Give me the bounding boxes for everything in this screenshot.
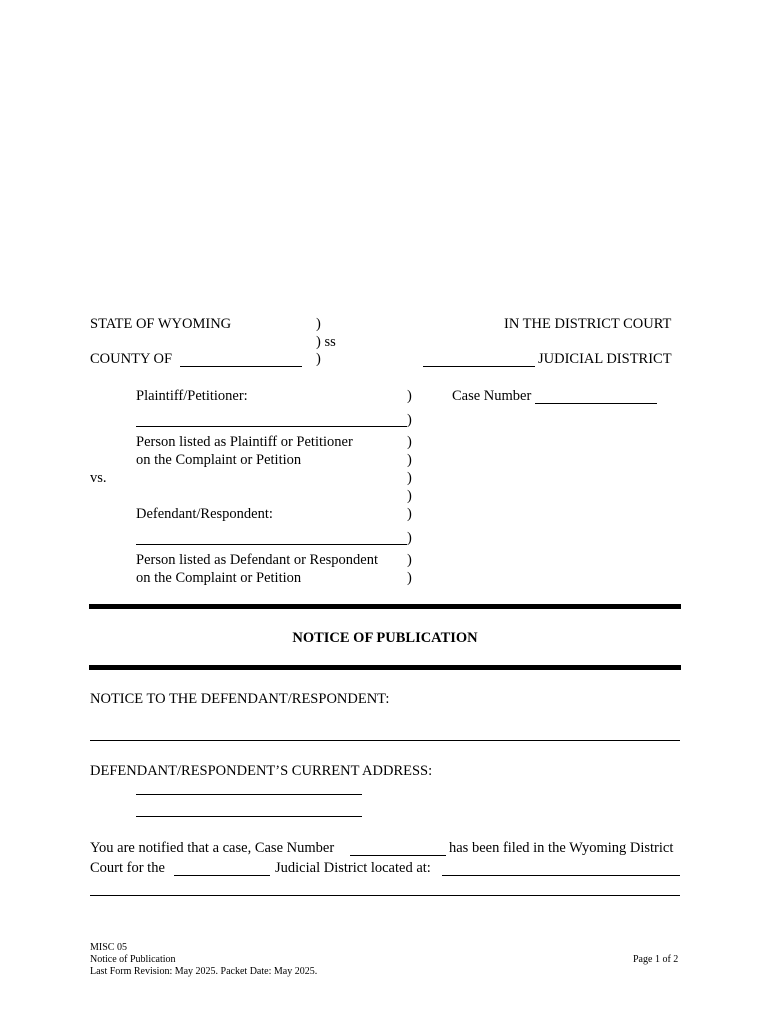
caption-paren: ) [407,388,412,404]
address-line-1[interactable] [136,794,362,795]
state-label: STATE OF WYOMING [90,316,232,332]
plaintiff-label: Plaintiff/Petitioner: [136,388,248,404]
court-label: IN THE DISTRICT COURT [504,316,672,332]
vs-label: vs. [90,470,107,486]
county-label: COUNTY OF [90,351,173,367]
case-number-field[interactable] [535,403,657,404]
caption-paren: ) [407,452,412,468]
address-line-2[interactable] [136,816,362,817]
caption-paren: ) [407,506,412,522]
address-label: DEFENDANT/RESPONDENT’S CURRENT ADDRESS: [90,763,433,779]
plaintiff-name-field[interactable] [136,426,407,427]
defendant-desc: on the Complaint or Petition [136,570,302,586]
caption-paren: ) [316,316,321,332]
defendant-name-field[interactable] [136,544,407,545]
notified-text: Judicial District located at: [275,860,431,876]
case-number-label: Case Number [452,388,532,404]
footer-form-name: Notice of Publication [90,954,176,965]
divider [89,604,681,609]
judicial-district-body-field[interactable] [174,875,270,876]
caption-paren: ) [316,351,321,367]
location-line-2[interactable] [90,895,680,896]
notified-text: You are notified that a case, Case Number [90,840,335,856]
notified-text: has been filed in the Wyoming District [449,840,674,856]
judicial-district-label: JUDICIAL DISTRICT [538,351,672,367]
notified-text: Court for the [90,860,165,876]
defendant-desc: Person listed as Defendant or Respondent [136,552,379,568]
caption-paren: ) [407,412,412,428]
caption-paren: ) [407,470,412,486]
plaintiff-desc: Person listed as Plaintiff or Petitioner [136,434,353,450]
defendant-name-line[interactable] [90,740,680,741]
footer-form-id: MISC 05 [90,942,127,953]
caption-paren: ) [407,488,412,504]
caption-paren: ) [407,434,412,450]
plaintiff-desc: on the Complaint or Petition [136,452,302,468]
page-title: NOTICE OF PUBLICATION [292,630,478,646]
defendant-label: Defendant/Respondent: [136,506,273,522]
ss-label: ) ss [316,334,336,350]
case-number-body-field[interactable] [350,855,446,856]
footer-revision: Last Form Revision: May 2025. Packet Date: May 2025. [90,966,318,977]
judicial-district-field[interactable] [423,366,535,367]
caption-paren: ) [407,570,412,586]
county-field[interactable] [180,366,302,367]
page-number: Page 1 of 2 [633,954,679,965]
location-field[interactable] [442,875,680,876]
caption-paren: ) [407,530,412,546]
caption-paren: ) [407,552,412,568]
divider [89,665,681,670]
notice-to-label: NOTICE TO THE DEFENDANT/RESPONDENT: [90,691,390,707]
